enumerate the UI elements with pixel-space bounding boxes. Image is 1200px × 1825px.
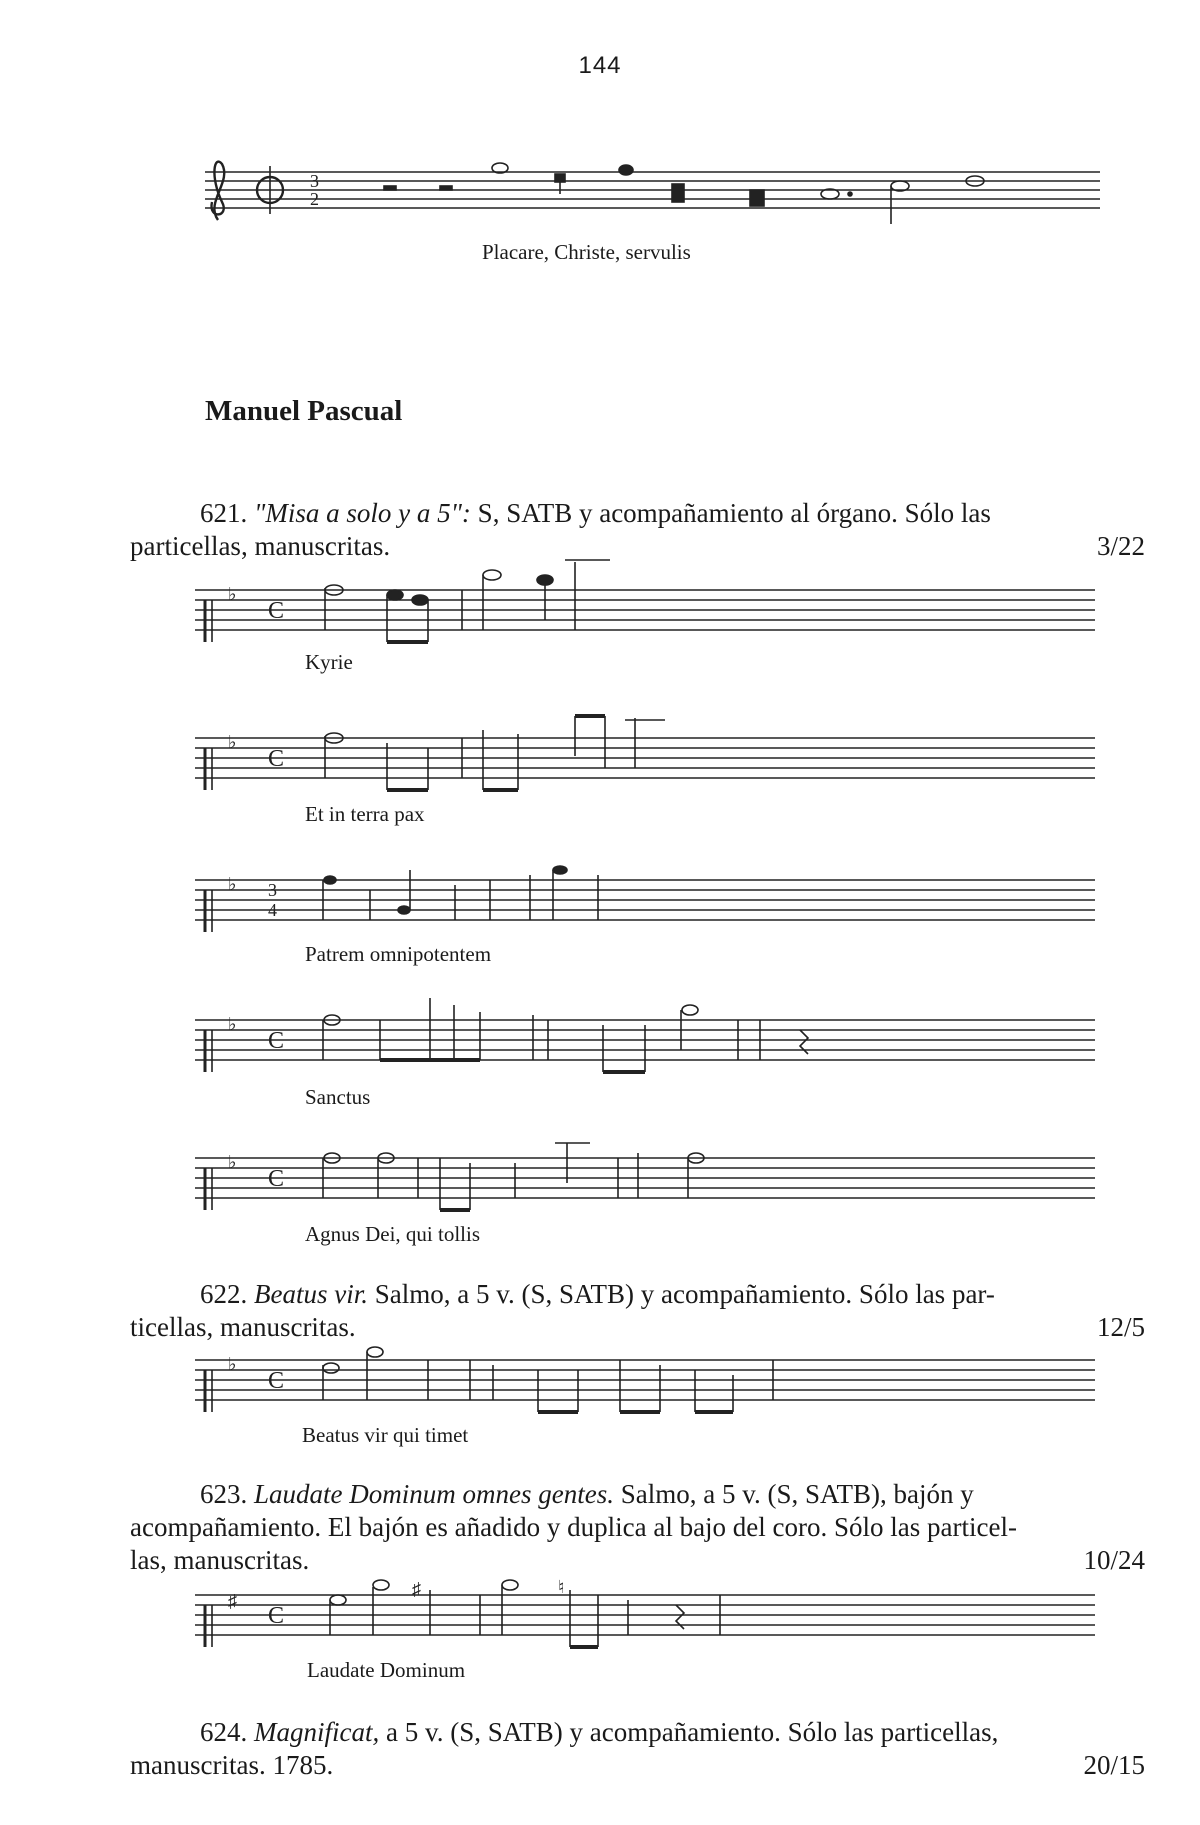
svg-text:♯: ♯ — [412, 1579, 421, 1599]
staff-laudate — [195, 1577, 1095, 1647]
composer-heading: Manuel Pascual — [205, 395, 403, 427]
entry-624-line2 — [130, 1749, 1145, 1782]
entry-description-cont: las, manuscritas. — [130, 1545, 310, 1575]
entry-622 — [200, 1278, 1145, 1311]
staff-sanctus — [195, 998, 1095, 1072]
entry-description: S, SATB y acompañamiento al órgano. Sólo las — [470, 498, 991, 528]
svg-text:♭: ♭ — [228, 584, 237, 604]
incipit-caption-gloria: Et in terra pax — [305, 802, 425, 826]
entry-621 — [200, 497, 1145, 530]
incipit-caption-agnus: Agnus Dei, qui tollis — [305, 1222, 481, 1246]
entry-description: a 5 v. (S, SATB) y acompañamiento. Sólo las particellas, — [379, 1717, 999, 1747]
entry-title: Magnificat, — [254, 1717, 380, 1747]
staff-gloria — [195, 716, 1095, 790]
entry-description-cont: ticellas, manuscritas. — [130, 1312, 356, 1342]
svg-text:♯: ♯ — [228, 1591, 237, 1611]
incipit-caption-top: Placare, Christe, servulis — [482, 240, 691, 264]
svg-text:4: 4 — [268, 900, 277, 920]
entry-title: Beatus vir. — [254, 1279, 368, 1309]
incipit-caption-beatus: Beatus vir qui timet — [302, 1423, 469, 1447]
entry-description-cont: manuscritas. 1785. — [130, 1750, 334, 1780]
entry-624 — [200, 1716, 1145, 1749]
incipit-caption-laudate: Laudate Dominum — [307, 1658, 466, 1682]
entry-621-line2 — [130, 530, 1145, 563]
staff-kyrie — [195, 560, 1095, 642]
incipit-caption-credo: Patrem omnipotentem — [305, 942, 492, 966]
svg-text:C: C — [268, 1028, 285, 1054]
svg-text:C: C — [268, 1603, 285, 1629]
svg-text:♭: ♭ — [228, 732, 237, 752]
staff-beatus — [195, 1347, 1095, 1412]
entry-number: 623. — [200, 1479, 248, 1509]
svg-text:♭: ♭ — [228, 1354, 237, 1374]
svg-text:3: 3 — [268, 880, 277, 900]
svg-text:2: 2 — [310, 189, 319, 209]
entry-title: "Misa a solo y a 5": — [254, 498, 471, 528]
entry-623-line3 — [130, 1544, 1145, 1577]
svg-text:C: C — [268, 746, 285, 772]
entry-623 — [200, 1478, 1145, 1511]
entry-title: Laudate Dominum omnes gentes. — [254, 1479, 614, 1509]
svg-text:C: C — [268, 1368, 285, 1394]
incipit-caption-sanctus: Sanctus — [305, 1085, 371, 1109]
entry-number: 622. — [200, 1279, 248, 1309]
entry-description: Salmo, a 5 v. (S, SATB) y acompañamiento. Sólo las par- — [368, 1279, 995, 1309]
entry-reference: 10/24 — [1083, 1545, 1145, 1575]
entry-description-cont: acompañamiento. El bajón es añadido y duplica al bajo del coro. Sólo las particel- — [130, 1512, 1017, 1542]
svg-text:C: C — [268, 1166, 285, 1192]
entry-reference: 12/5 — [1096, 1312, 1145, 1342]
entry-number: 621. — [200, 498, 248, 528]
entry-reference: 3/22 — [1096, 531, 1145, 561]
svg-text:C: C — [268, 598, 285, 624]
staff-top — [205, 162, 1100, 224]
svg-text:♭: ♭ — [228, 874, 237, 894]
staff-credo — [195, 866, 1095, 932]
svg-text:3: 3 — [310, 171, 319, 191]
svg-text:♭: ♭ — [228, 1014, 237, 1034]
entry-description: Salmo, a 5 v. (S, SATB), bajón y — [613, 1479, 974, 1509]
staff-agnus — [195, 1143, 1095, 1210]
svg-text:♮: ♮ — [558, 1577, 565, 1597]
entry-number: 624. — [200, 1717, 248, 1747]
page-number: 144 — [578, 52, 622, 79]
entry-reference: 20/15 — [1083, 1750, 1145, 1780]
entry-622-line2 — [130, 1311, 1145, 1344]
svg-text:♭: ♭ — [228, 1152, 237, 1172]
entry-623-line2 — [130, 1511, 1145, 1544]
incipit-caption-kyrie: Kyrie — [305, 650, 353, 674]
entry-description-cont: particellas, manuscritas. — [130, 531, 391, 561]
